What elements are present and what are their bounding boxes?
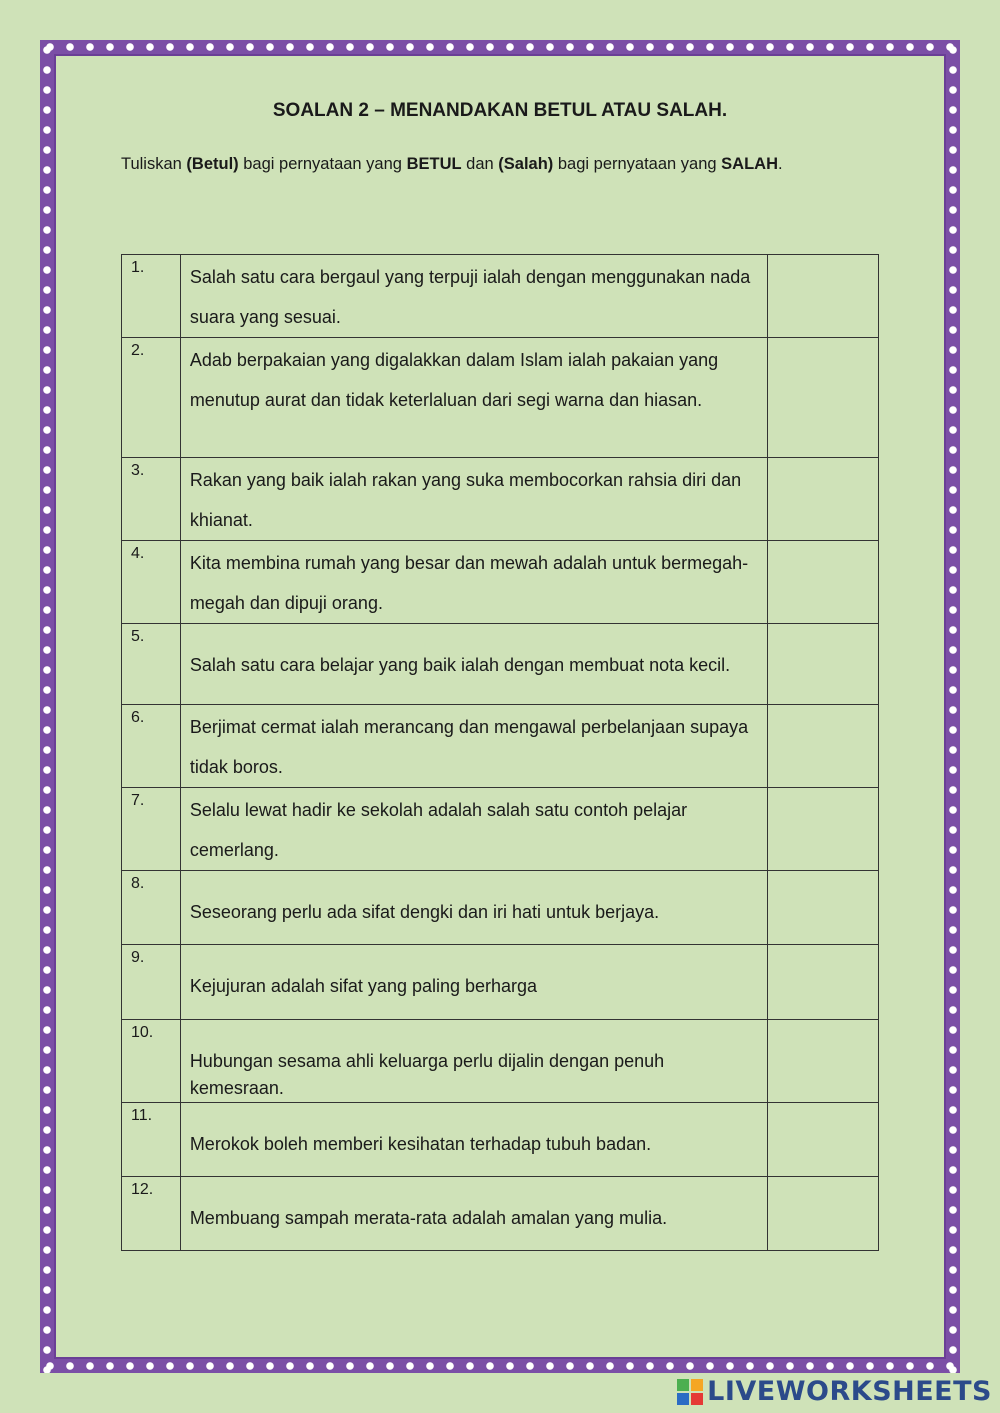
page-title: SOALAN 2 – MENANDAKAN BETUL ATAU SALAH. <box>272 100 728 121</box>
item-statement: Kejujuran adalah sifat yang paling berharga <box>180 945 767 1020</box>
item-number: 1. <box>122 255 181 338</box>
table-row <box>122 624 879 705</box>
table-row <box>122 945 879 1020</box>
table-row <box>122 458 879 541</box>
answer-cell[interactable] <box>767 788 878 871</box>
item-statement: Merokok boleh memberi kesihatan terhadap tubuh badan. <box>180 1103 767 1177</box>
table-row <box>122 705 879 788</box>
table-row <box>122 255 879 338</box>
logo-blocks-icon <box>677 1379 703 1405</box>
answer-cell[interactable] <box>767 338 878 458</box>
answer-cell[interactable] <box>767 255 878 338</box>
instruction-text: Tuliskan (Betul) bagi pernyataan yang BETUL dan (Salah) bagi pernyataan yang SALAH. <box>121 155 783 173</box>
answer-cell[interactable] <box>767 945 878 1020</box>
answer-cell[interactable] <box>767 624 878 705</box>
table-row <box>122 338 879 458</box>
answer-cell[interactable] <box>767 1103 878 1177</box>
item-statement: Seseorang perlu ada sifat dengki dan iri hati untuk berjaya. <box>180 871 767 945</box>
item-number: 11. <box>122 1103 181 1177</box>
item-number: 3. <box>122 458 181 541</box>
item-number: 12. <box>122 1177 181 1251</box>
item-statement: Selalu lewat hadir ke sekolah adalah salah satu contoh pelajar cemerlang. <box>180 788 767 871</box>
table-row <box>122 871 879 945</box>
item-statement: Kita membina rumah yang besar dan mewah adalah untuk bermegah-megah dan dipuji orang. <box>180 541 767 624</box>
answer-cell[interactable] <box>767 1020 878 1103</box>
table-row <box>122 1020 879 1103</box>
liveworksheets-logo <box>677 1376 992 1407</box>
table-row <box>122 541 879 624</box>
question-table <box>121 254 879 1251</box>
answer-cell[interactable] <box>767 871 878 945</box>
table-row <box>122 1177 879 1251</box>
logo-text: LIVEWORKSHEETS <box>707 1376 992 1407</box>
table-row <box>122 1103 879 1177</box>
item-statement: Hubungan sesama ahli keluarga perlu dijalin dengan penuh kemesraan. <box>180 1020 767 1103</box>
item-number: 2. <box>122 338 181 458</box>
answer-cell[interactable] <box>767 541 878 624</box>
item-number: 8. <box>122 871 181 945</box>
table-row <box>122 788 879 871</box>
item-number: 4. <box>122 541 181 624</box>
item-number: 7. <box>122 788 181 871</box>
answer-cell[interactable] <box>767 705 878 788</box>
item-statement: Membuang sampah merata-rata adalah amalan yang mulia. <box>180 1177 767 1251</box>
item-statement: Salah satu cara bergaul yang terpuji ialah dengan menggunakan nada suara yang sesuai. <box>180 255 767 338</box>
answer-cell[interactable] <box>767 1177 878 1251</box>
item-statement: Berjimat cermat ialah merancang dan mengawal perbelanjaan supaya tidak boros. <box>180 705 767 788</box>
item-statement: Salah satu cara belajar yang baik ialah dengan membuat nota kecil. <box>180 624 767 705</box>
answer-cell[interactable] <box>767 458 878 541</box>
item-number: 10. <box>122 1020 181 1103</box>
item-statement: Rakan yang baik ialah rakan yang suka membocorkan rahsia diri dan khianat. <box>180 458 767 541</box>
item-number: 9. <box>122 945 181 1020</box>
item-number: 6. <box>122 705 181 788</box>
item-number: 5. <box>122 624 181 705</box>
item-statement: Adab berpakaian yang digalakkan dalam Islam ialah pakaian yang menutup aurat dan tidak keterlaluan dari segi warna dan hiasan. <box>180 338 767 458</box>
